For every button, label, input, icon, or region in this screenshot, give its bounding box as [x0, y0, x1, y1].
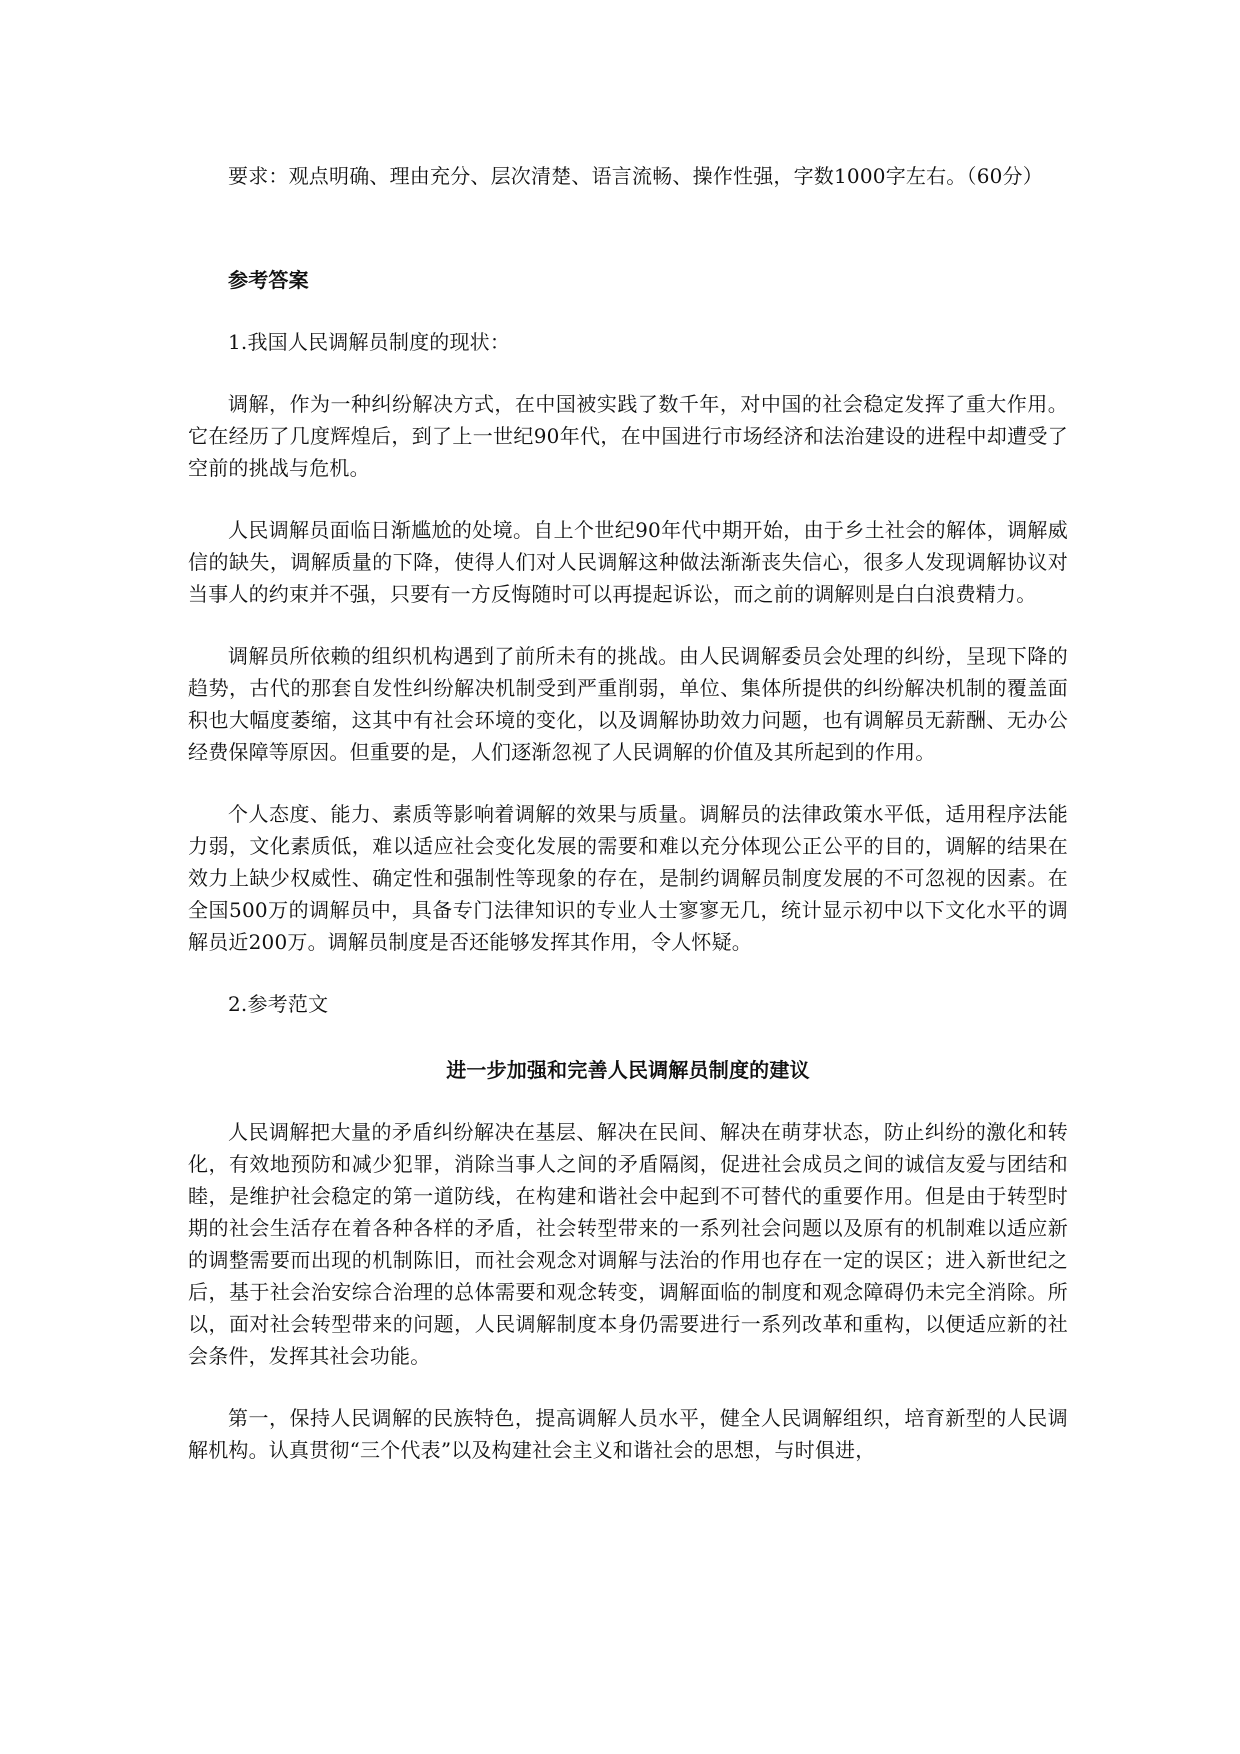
requirement-paragraph: 要求：观点明确、理由充分、层次清楚、语言流畅、操作性强，字数1000字左右。（60分）: [228, 164, 1043, 188]
answer-heading: 参考答案: [228, 268, 309, 292]
document-body: [188, 160, 1068, 1466]
section1-paragraph-3: 调解员所依赖的组织机构遇到了前所未有的挑战。由人民调解委员会处理的纠纷，呈现下降的趋势，古代的那套自发性纠纷解决机制受到严重削弱，单位、集体所提供的纠纷解决机制的覆盖面积也大幅度萎缩，这其中有社会环境的变化，以及调解协助效力问题，也有调解员无薪酬、无办公经费保障等原因。但重要的是，人们逐渐忽视了人民调解的价值及其所起到的作用。: [188, 644, 1068, 764]
section1-title: 1.我国人民调解员制度的现状：: [228, 330, 511, 354]
essay-title: 进一步加强和完善人民调解员制度的建议: [446, 1058, 810, 1082]
section1-paragraph-4: 个人态度、能力、素质等影响着调解的效果与质量。调解员的法律政策水平低，适用程序法能力弱，文化素质低，难以适应社会变化发展的需要和难以充分体现公正公平的目的，调解的结果在效力上缺少权威性、确定性和强制性等现象的存在，是制约调解员制度发展的不可忽视的因素。在全国500万的调解员中，具备专门法律知识的专业人士寥寥无几，统计显示初中以下文化水平的调解员近200万。调解员制度是否还能够发挥其作用，令人怀疑。: [188, 802, 1068, 954]
section1-paragraph-1: 调解，作为一种纠纷解决方式，在中国被实践了数千年，对中国的社会稳定发挥了重大作用。它在经历了几度辉煌后，到了上一世纪90年代，在中国进行市场经济和法治建设的进程中却遭受了空前的挑战与危机。: [188, 392, 1068, 480]
essay-paragraph-2: 第一，保持人民调解的民族特色，提高调解人员水平，健全人民调解组织，培育新型的人民调解机构。认真贯彻“三个代表”以及构建社会主义和谐社会的思想，与时俱进，: [188, 1406, 1068, 1462]
essay-paragraph-1: 人民调解把大量的矛盾纠纷解决在基层、解决在民间、解决在萌芽状态，防止纠纷的激化和转化，有效地预防和减少犯罪，消除当事人之间的矛盾隔阂，促进社会成员之间的诚信友爱与团结和睦，是维护社会稳定的第一道防线，在构建和谐社会中起到不可替代的重要作用。但是由于转型时期的社会生活存在着各种各样的矛盾，社会转型带来的一系列社会问题以及原有的机制难以适应新的调整需要而出现的机制陈旧，而社会观念对调解与法治的作用也存在一定的误区；进入新世纪之后，基于社会治安综合治理的总体需要和观念转变，调解面临的制度和观念障碍仍未完全消除。所以，面对社会转型带来的问题，人民调解制度本身仍需要进行一系列改革和重构，以便适应新的社会条件，发挥其社会功能。: [188, 1120, 1068, 1368]
section2-title: 2.参考范文: [228, 992, 329, 1016]
section1-paragraph-2: 人民调解员面临日渐尴尬的处境。自上个世纪90年代中期开始，由于乡土社会的解体，调解威信的缺失，调解质量的下降，使得人们对人民调解这种做法渐渐丧失信心，很多人发现调解协议对当事人的约束并不强，只要有一方反悔随时可以再提起诉讼，而之前的调解则是白白浪费精力。: [188, 518, 1068, 606]
